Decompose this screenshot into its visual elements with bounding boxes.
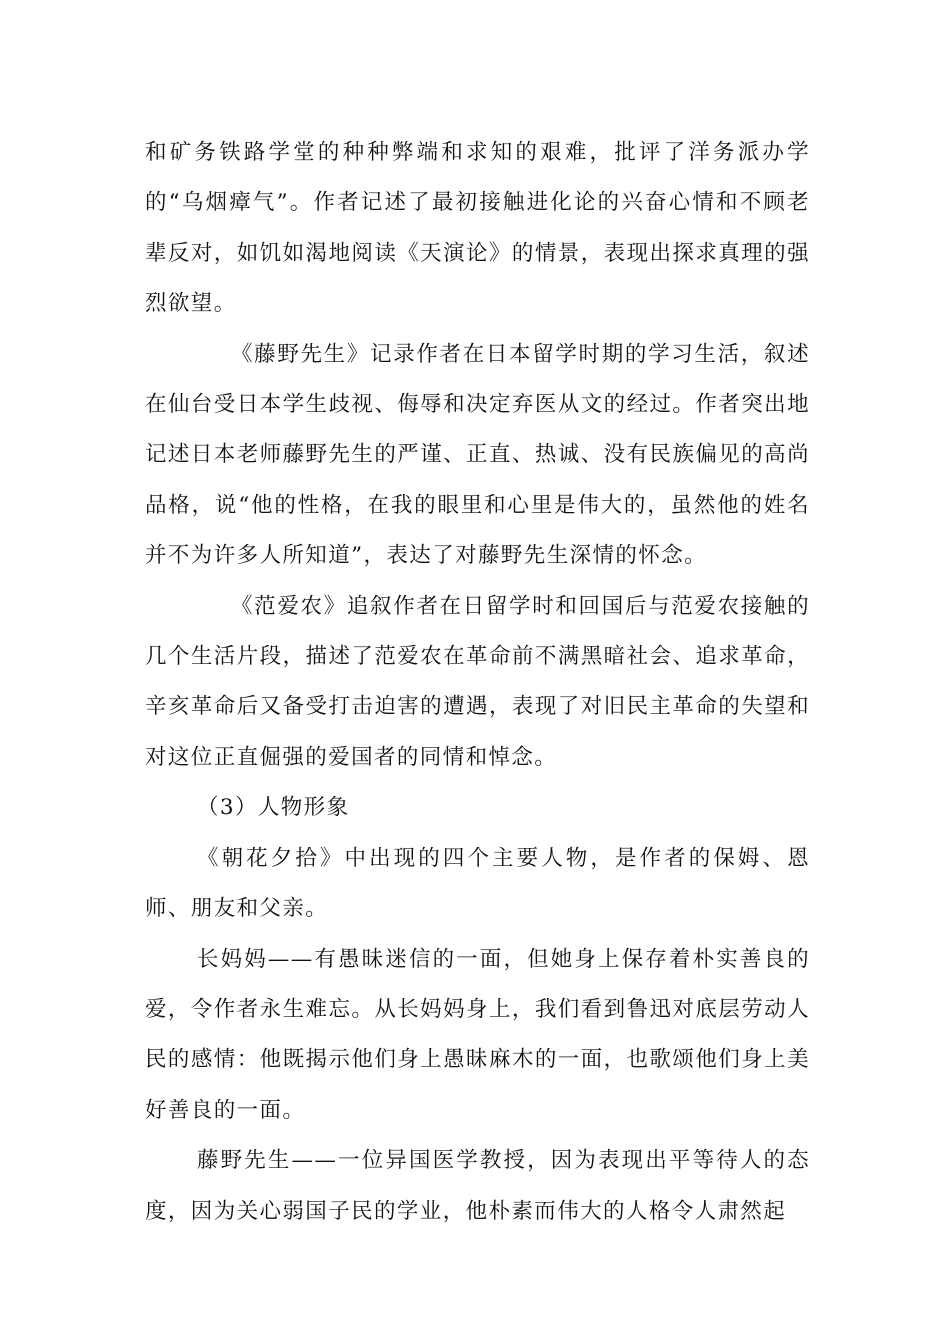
body-paragraph: 《范爱农》追叙作者在日留学时和回国后与范爱农接触的几个生活片段，描述了范爱农在革命前不满黑暗社会、追求革命，辛亥革命后又备受打击迫害的遭遇，表现了对旧民主革命的失望和对这位正直倔强的爱国者的同情和悼念。 bbox=[145, 593, 810, 770]
body-paragraph: 《藤野先生》记录作者在日本留学时期的学习生活，叙述在仙台受日本学生歧视、侮辱和决定弃医从文的经过。作者突出地记述日本老师藤野先生的严谨、正直、热诚、没有民族偏见的高尚品格，说“他的性格，在我的眼里和心里是伟大的，虽然他的姓名并不为许多人所知道”，表达了对藤野先生深情的怀念。 bbox=[145, 341, 810, 569]
body-paragraph: 《朝花夕拾》中出现的四个主要人物，是作者的保姆、恩师、朋友和父亲。 bbox=[145, 845, 810, 922]
body-paragraph: 长妈妈——有愚昧迷信的一面，但她身上保存着朴实善良的爱，令作者永生难忘。从长妈妈身上，我们看到鲁迅对底层劳动人民的感情：他既揭示他们身上愚昧麻木的一面，也歌颂他们身上美好善良的一面。 bbox=[145, 946, 810, 1123]
body-paragraph: 藤野先生——一位异国医学教授，因为表现出平等待人的态度，因为关心弱国子民的学业，他朴素而伟大的人格令人肃然起 bbox=[145, 1148, 810, 1224]
section-heading: （3）人物形象 bbox=[197, 795, 350, 821]
document-body bbox=[145, 128, 810, 1237]
body-paragraph: 和矿务铁路学堂的种种弊端和求知的艰难，批评了洋务派办学的“乌烟瘴气”。作者记述了最初接触进化论的兴奋心情和不顾老辈反对，如饥如渴地阅读《天演论》的情景，表现出探求真理的强烈欲望。 bbox=[145, 140, 810, 317]
